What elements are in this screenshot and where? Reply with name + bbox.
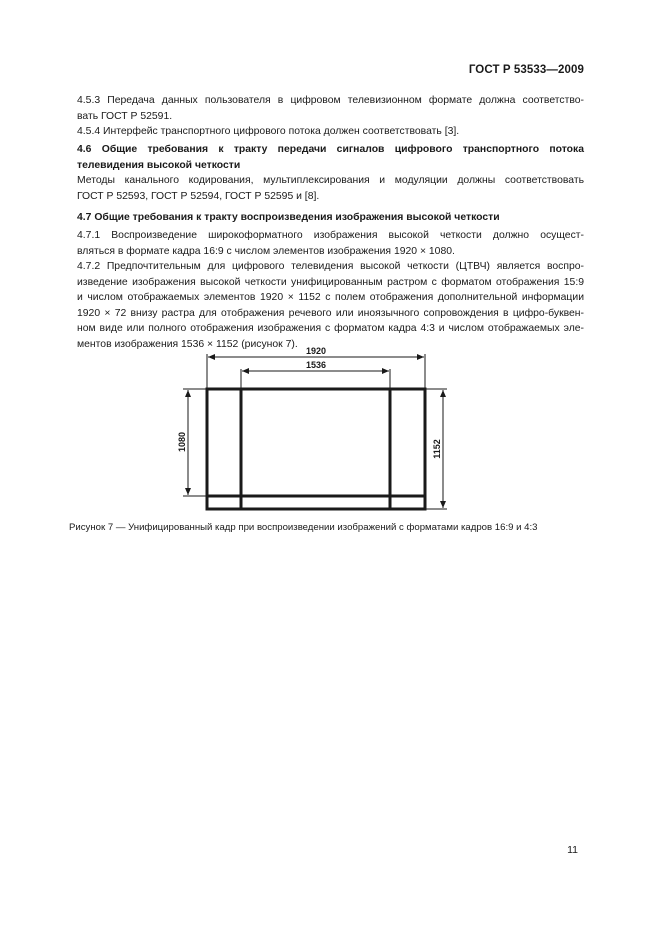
figure-caption: Рисунок 7 — Унифицированный кадр при воспроизведении изображений с форматами кадров 16:9 и 4:3 bbox=[69, 522, 538, 533]
heading-4-6 bbox=[77, 142, 584, 173]
heading-line: 4.7 Общие требования к тракту воспроизведения изображения высокой четкости bbox=[77, 212, 500, 223]
heading-4-7 bbox=[77, 210, 584, 226]
text-line: и числом отображаемых элементов 1920 × 1152 с полем отображения дополнительной информации bbox=[77, 292, 584, 304]
text-line: изведение изображения высокой четкости унифицированным растром с форматом отображения 15:9 bbox=[77, 276, 584, 288]
text-line: ном виде или полного отображения изображения с форматом кадра 4:3 и числом отображаемых эле- bbox=[77, 323, 584, 335]
dimension-label-1536: 1536 bbox=[305, 360, 327, 370]
text-line: 4.7.2 Предпочтительным для цифрового телевидения высокой четкости (ЦТВЧ) является воспро- bbox=[77, 261, 584, 272]
dimension-label-1080: 1080 bbox=[177, 431, 187, 453]
dimension-label-1152: 1152 bbox=[432, 439, 442, 459]
paragraph-4-7-1 bbox=[77, 228, 584, 259]
text-line: ГОСТ Р 52593, ГОСТ Р 52594, ГОСТ Р 52595 и [8]. bbox=[77, 190, 320, 202]
text-line: 4.7.1 Воспроизведение широкоформатного изображения высокой четкости должно осущест- bbox=[77, 230, 584, 241]
text-line: 4.5.3 Передача данных пользователя в цифровом телевизионном формате должна соответство- bbox=[77, 95, 584, 106]
page-number: 11 bbox=[567, 844, 578, 856]
text-line: Методы канального кодирования, мультиплексирования и модуляции должны соответствовать bbox=[77, 175, 584, 186]
text-line: вляться в формате кадра 16:9 с числом элементов изображения 1920 × 1080. bbox=[77, 245, 455, 257]
paragraph-4-7-2 bbox=[77, 259, 584, 353]
text-line: 4.5.4 Интерфейс транспортного цифрового потока должен соответствовать [3]. bbox=[77, 126, 460, 137]
heading-line: телевидения высокой четкости bbox=[77, 159, 241, 171]
paragraph-4-5-4 bbox=[77, 124, 584, 140]
text-line: ментов изображения 1536 × 1152 (рисунок 7). bbox=[77, 338, 298, 350]
text-line: 1920 × 72 внизу растра для отображения речевого или иноязычного сопровождения в цифро-буквен- bbox=[77, 307, 584, 319]
text-line: вать ГОСТ Р 52591. bbox=[77, 110, 173, 122]
paragraph-4-6 bbox=[77, 173, 584, 204]
paragraph-4-5-3 bbox=[77, 93, 584, 124]
dimension-label-1920: 1920 bbox=[305, 346, 327, 356]
standard-header: ГОСТ Р 53533—2009 bbox=[468, 64, 584, 76]
heading-line: 4.6 Общие требования к тракту передачи сигналов цифрового транспортного потока bbox=[77, 144, 584, 155]
outer-frame-1920x1152 bbox=[207, 389, 425, 509]
